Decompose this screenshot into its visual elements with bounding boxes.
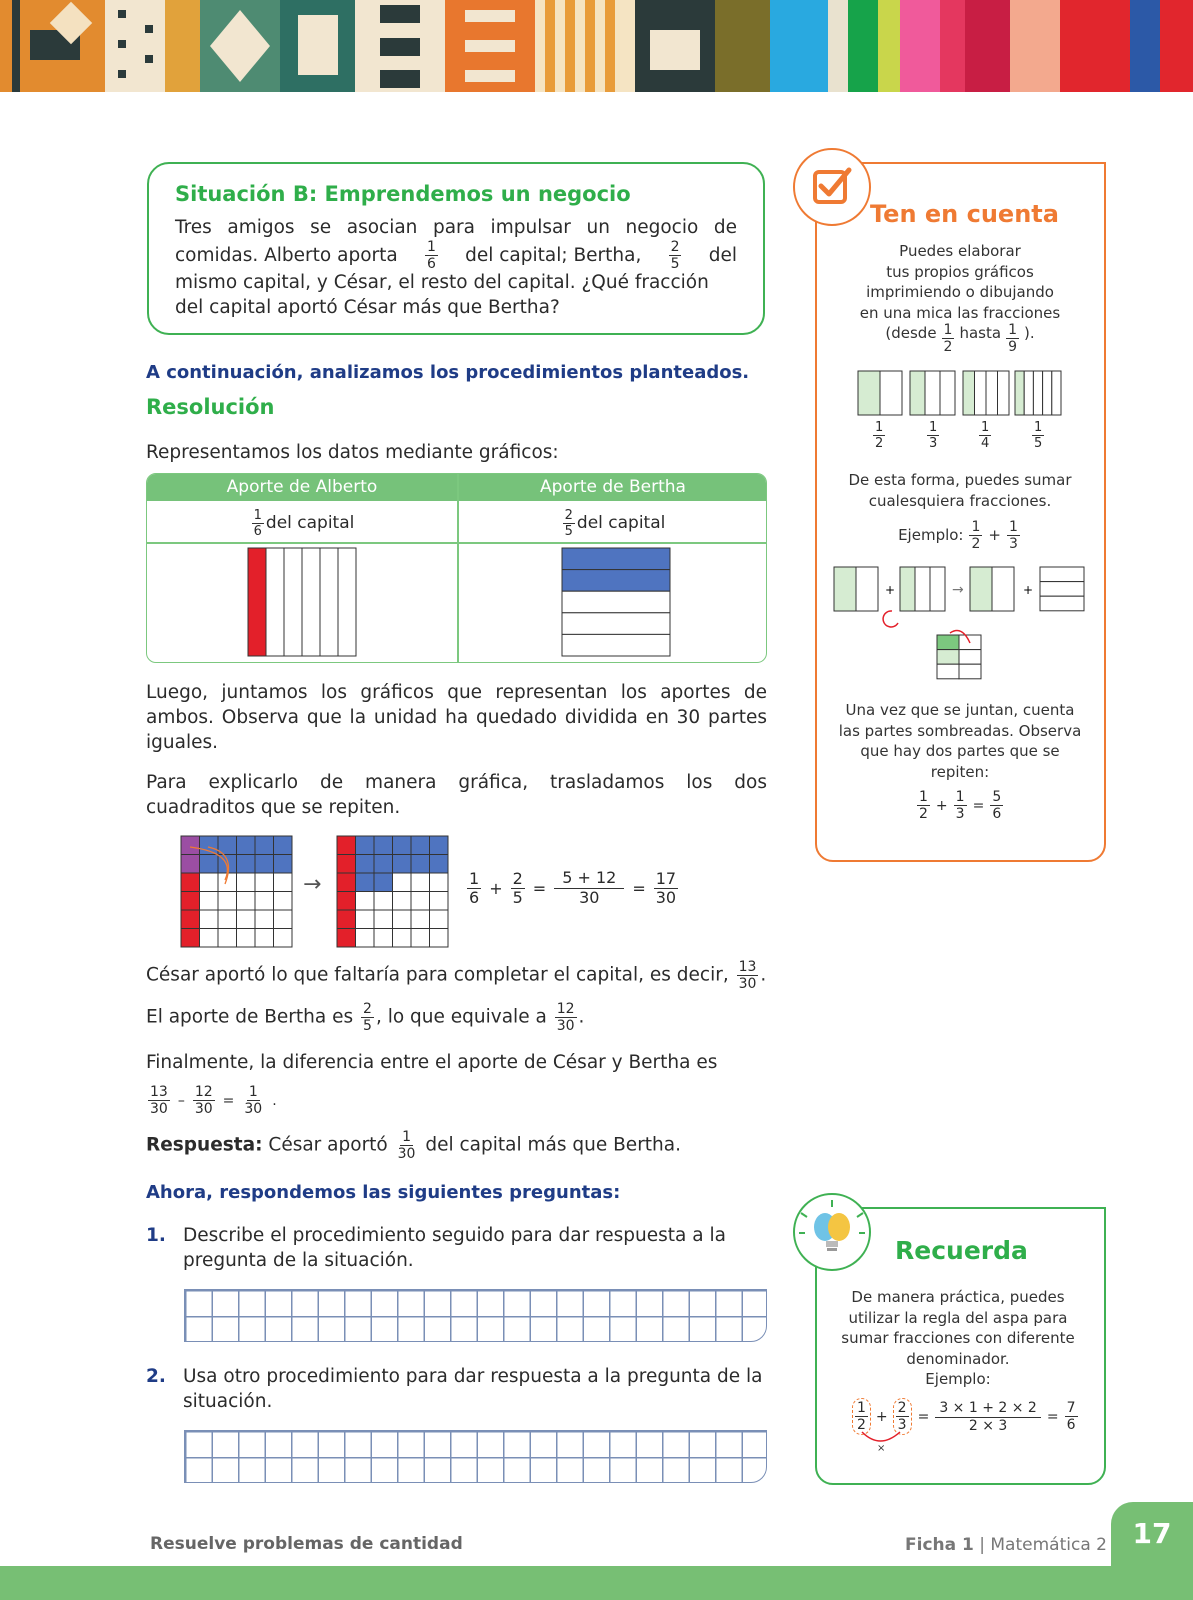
grid-cell xyxy=(255,910,274,929)
bertha-fraction-cell xyxy=(458,504,767,542)
fraction-2-5: $\frac{2}{5}$ xyxy=(670,238,680,272)
fraction-sum: $\frac{5 + 12}{30}$ xyxy=(554,870,624,906)
fraction-1-2: $\frac{1}{2}$ xyxy=(943,322,953,355)
grid-cell xyxy=(237,892,256,911)
grid-cell xyxy=(274,892,293,911)
example-label: Ejemplo: xyxy=(898,526,964,545)
sum-text: De esta forma, puedes sumar cualesquiera fracciones. xyxy=(848,471,1072,510)
grid-cell xyxy=(411,836,430,855)
bertha-line: El aporte de Bertha es $\frac{2}{5}$ , lo que equivale a $\frac{12}{30}$ . xyxy=(146,1001,585,1034)
bertha-text-b: , lo que equivale a xyxy=(375,1006,547,1028)
fraction-1-2: $\frac{1}{2}$ xyxy=(919,789,928,822)
fraction-2-5: $\frac{2}{5}$ xyxy=(512,868,523,907)
question-number: 1. xyxy=(146,1225,166,1246)
grid-cell xyxy=(337,892,356,911)
ten-text xyxy=(840,241,1080,354)
situation-line-2a: comidas. Alberto aporta xyxy=(175,244,398,266)
grid-cell xyxy=(337,873,356,892)
represent-text: Representamos los datos mediante gráficos: xyxy=(146,442,559,463)
grid-cell xyxy=(181,929,200,948)
fraction-1-4: $\frac{1}{4}$ xyxy=(981,420,990,451)
question-text: Usa otro procedimiento para dar respuesta a la pregunta de la situación. xyxy=(183,1366,763,1412)
arrow-icon: → xyxy=(303,872,322,897)
grid-cell xyxy=(200,855,219,874)
grid-cell xyxy=(274,873,293,892)
grid-cell xyxy=(337,836,356,855)
ten-line-2: tus propios gráficos xyxy=(886,262,1034,281)
recuerda-example-label: Ejemplo: xyxy=(925,1370,991,1388)
grid-cell xyxy=(393,836,412,855)
answer-label: Respuesta: xyxy=(146,1134,263,1156)
svg-text:+: + xyxy=(1023,583,1034,597)
ten-line-3: imprimiendo o dibujando xyxy=(866,283,1054,301)
grid-cell xyxy=(237,910,256,929)
grid-cell xyxy=(274,929,293,948)
situation-line-4: del capital aportó César más que Bertha? xyxy=(175,297,560,318)
grid-cell xyxy=(274,855,293,874)
answer-grid-1[interactable] xyxy=(184,1289,767,1342)
grid-cell xyxy=(255,892,274,911)
fraction-13-30: $\frac{13}{30}$ xyxy=(150,1084,168,1117)
fraction-1-5: $\frac{1}{5}$ xyxy=(1034,420,1043,451)
footer-right xyxy=(905,1535,1107,1555)
footer-ficha: Ficha 1 xyxy=(905,1535,974,1555)
recuerda-title: Recuerda xyxy=(895,1236,1028,1265)
grid-cell xyxy=(374,910,393,929)
grid-cell xyxy=(255,873,274,892)
question-text: Describe el procedimiento seguido para dar respuesta a la pregunta de la situación. xyxy=(183,1225,726,1271)
fraction-1-2: $\frac{1}{2}$ xyxy=(852,1398,871,1435)
grid-cell xyxy=(237,855,256,874)
header-bertha: Aporte de Bertha xyxy=(458,474,767,501)
textile-pattern-illustration xyxy=(0,0,1193,92)
situation-line-2c: del xyxy=(708,244,737,266)
grid-cell xyxy=(374,892,393,911)
fraction-cross-formula: $\frac{3 \times 1 + 2 \times 2}{2 \times 3}$ xyxy=(935,1401,1041,1433)
grid-cell xyxy=(255,929,274,948)
question-2 xyxy=(146,1364,767,1414)
grid-cell xyxy=(255,855,274,874)
join-text: Una vez que se juntan, cuenta las partes sombreadas. Observa que hay dos partes que se repiten: xyxy=(838,701,1082,781)
alberto-suffix: del capital xyxy=(265,513,355,533)
grid-cell xyxy=(181,892,200,911)
page-number: 17 xyxy=(1111,1502,1193,1566)
question-1 xyxy=(146,1223,767,1273)
strip-thirds xyxy=(910,371,955,415)
fraction-2-5: $\frac{2}{5}$ xyxy=(564,507,573,539)
footer-subject: Matemática 2 xyxy=(990,1535,1107,1555)
grid-cell xyxy=(411,873,430,892)
grid-cell xyxy=(200,873,219,892)
footer-bar xyxy=(0,1566,1193,1600)
ten-line-5: (desde $\frac{1}{2}$ hasta $\frac{1}{9}$ ). xyxy=(885,322,1035,355)
fraction-1-2: $\frac{1}{2}$ xyxy=(971,519,981,552)
footer-separator: | xyxy=(979,1535,985,1555)
cesar-text: César aportó lo que faltaría para completar el capital, es decir, xyxy=(146,964,729,986)
grid-cell xyxy=(237,929,256,948)
grid-cell xyxy=(374,929,393,948)
grid-cell xyxy=(337,929,356,948)
fraction-2-5: $\frac{2}{5}$ xyxy=(363,1001,372,1034)
fraction-1-3: $\frac{1}{3}$ xyxy=(955,789,965,822)
fraction-13-30: $\frac{13}{30}$ xyxy=(738,959,757,992)
bertha-suffix: del capital xyxy=(576,513,666,533)
fraction-1-30: $\frac{1}{30}$ xyxy=(244,1084,263,1117)
grid-cell xyxy=(237,836,256,855)
fraction-1-2: $\frac{1}{2}$ xyxy=(875,420,884,451)
grid-cell xyxy=(181,873,200,892)
grid-cell xyxy=(356,855,375,874)
fraction-17-30: $\frac{17}{30}$ xyxy=(655,868,677,907)
grid-cell xyxy=(200,892,219,911)
grid-cell xyxy=(430,836,449,855)
answer-grid-2[interactable] xyxy=(184,1430,767,1483)
strip-fourths xyxy=(963,371,1009,415)
ten-en-cuenta-title: Ten en cuenta xyxy=(870,200,1059,228)
situation-line-3: mismo capital, y César, el resto del capital. ¿Qué fracción xyxy=(175,272,709,293)
ten-line-4: en una mica las fracciones xyxy=(859,303,1061,322)
grid-cell xyxy=(411,892,430,911)
example-diagram xyxy=(830,563,1090,683)
brain-lightbulb-icon xyxy=(793,1193,871,1271)
table-divider xyxy=(457,474,459,663)
situation-line-2b: del capital; Bertha, xyxy=(465,244,642,266)
grid-cell xyxy=(181,910,200,929)
grid-cell xyxy=(411,910,430,929)
grid-cell xyxy=(393,892,412,911)
grid-cell xyxy=(393,855,412,874)
combined-grid-after xyxy=(336,835,456,950)
times-sign: × xyxy=(877,1443,886,1454)
recuerda-text: De manera práctica, puedes utilizar la regla del aspa para sumar fracciones con diferente denominador. xyxy=(841,1288,1075,1368)
combined-grid-before xyxy=(180,835,300,950)
strip-labels xyxy=(855,421,1065,457)
grid-cell xyxy=(337,910,356,929)
situation-line-1: Tres amigos se asocian para impulsar un negocio de xyxy=(175,217,737,238)
grid-cell xyxy=(356,892,375,911)
bertha-fifths-diagram xyxy=(561,547,673,659)
plus-sign: + xyxy=(489,878,503,898)
grid-cell xyxy=(274,836,293,855)
grid-cell xyxy=(393,873,412,892)
explain-paragraph: Para explicarlo de manera gráfica, trasladamos los dos cuadraditos que se repiten. xyxy=(146,772,767,818)
grid-cell xyxy=(393,929,412,948)
fraction-7-6: $\frac{7}{6}$ xyxy=(1066,1400,1076,1433)
alberto-sixths-diagram xyxy=(247,547,357,659)
fraction-1-6: $\frac{1}{6}$ xyxy=(253,507,262,539)
fraction-1-6: $\frac{1}{6}$ xyxy=(426,238,436,272)
fraction-12-30: $\frac{12}{30}$ xyxy=(194,1084,213,1117)
fraction-1-30: $\frac{1}{30}$ xyxy=(397,1129,416,1162)
bertha-text-a: El aporte de Bertha es xyxy=(146,1006,354,1028)
grid-cell xyxy=(181,836,200,855)
strip-halves xyxy=(858,371,902,415)
grid-cell xyxy=(430,855,449,874)
answer-text-b: del capital más que Bertha. xyxy=(425,1134,681,1156)
grid-cell xyxy=(430,910,449,929)
join-paragraph: Luego, juntamos los gráficos que representan los aportes de ambos. Observa que la unidad ha quedado dividida en 30 partes iguales. xyxy=(146,682,767,753)
result-equation: $\frac{1}{2}$ + $\frac{1}{3}$ = $\frac{5}{6}$ xyxy=(919,789,1002,822)
grid-cell xyxy=(237,873,256,892)
grid-cell xyxy=(430,892,449,911)
fraction-2-3: $\frac{2}{3}$ xyxy=(893,1398,912,1435)
grid-cell xyxy=(430,873,449,892)
fraction-1-6: $\frac{1}{6}$ xyxy=(469,868,480,907)
grid-cell xyxy=(374,873,393,892)
fraction-12-30: $\frac{12}{30}$ xyxy=(556,1001,575,1034)
grid-cell xyxy=(200,910,219,929)
svg-text:+: + xyxy=(885,583,896,597)
decorative-textile-band xyxy=(0,0,1193,92)
grid-cell xyxy=(337,855,356,874)
grid-cell xyxy=(374,855,393,874)
cross-rule-equation: $\frac{1}{2}$ + $\frac{2}{3}$ = $\frac{3 \times 1 + 2 \times 2}{2 \times 3}$ = $\frac{7}{6}$ xyxy=(850,1398,1080,1435)
grid-cell xyxy=(356,929,375,948)
fraction-1-9: $\frac{1}{9}$ xyxy=(1008,322,1017,355)
grid-cell xyxy=(356,910,375,929)
example-line: Ejemplo: $\frac{1}{2}$ + $\frac{1}{3}$ xyxy=(898,519,1018,552)
grid-cell xyxy=(218,892,237,911)
contributions-table xyxy=(146,473,767,663)
grid-cell xyxy=(218,910,237,929)
grid-cell xyxy=(411,929,430,948)
checkbox-icon xyxy=(793,148,871,226)
fraction-1-3: $\frac{1}{3}$ xyxy=(1008,519,1018,552)
equals-sign: = xyxy=(532,878,547,898)
strip-fifths xyxy=(1015,371,1061,415)
answer-text-a: César aportó xyxy=(268,1134,388,1156)
grid-cell xyxy=(393,910,412,929)
situation-line-2 xyxy=(175,240,737,270)
grid-cell xyxy=(274,910,293,929)
sum-equation xyxy=(465,870,680,906)
intro-heading: A continuación, analizamos los procedimientos planteados. xyxy=(146,362,750,383)
questions-title: Ahora, respondemos las siguientes preguntas: xyxy=(146,1182,621,1203)
grid-cell xyxy=(181,855,200,874)
cross-fractions: $\frac{1}{2}$ + $\frac{2}{3}$ xyxy=(850,1398,914,1435)
cesar-line: César aportó lo que faltaría para completar el capital, es decir, $\frac{13}{30}$ . xyxy=(146,959,767,992)
grid-cell xyxy=(430,929,449,948)
equals-sign: = xyxy=(632,878,646,898)
grid-cell xyxy=(200,929,219,948)
grid-cell xyxy=(200,836,219,855)
ten-line-1: Puedes elaborar xyxy=(899,242,1021,260)
grid-cell xyxy=(356,873,375,892)
grid-cell xyxy=(218,929,237,948)
grid-cell xyxy=(255,836,274,855)
grid-cell xyxy=(356,836,375,855)
situation-text xyxy=(175,215,737,320)
grid-cell xyxy=(374,836,393,855)
alberto-fraction-cell xyxy=(147,504,457,542)
footer-left: Resuelve problemas de cantidad xyxy=(150,1534,463,1554)
header-alberto: Aporte de Alberto xyxy=(147,474,457,501)
situation-title: Situación B: Emprendemos un negocio xyxy=(175,182,631,206)
final-line: Finalmente, la diferencia entre el aporte de César y Bertha es xyxy=(146,1052,718,1073)
answer-line xyxy=(146,1130,681,1161)
fraction-5-6: $\frac{5}{6}$ xyxy=(992,789,1002,822)
difference-equation: $\frac{13}{30}$ – $\frac{12}{30}$ = $\frac{1}{30}$ . xyxy=(150,1084,277,1117)
question-number: 2. xyxy=(146,1366,166,1387)
svg-text:→: → xyxy=(952,582,964,598)
grid-cell xyxy=(411,855,430,874)
resolution-title: Resolución xyxy=(146,395,275,419)
fraction-1-3: $\frac{1}{3}$ xyxy=(929,420,938,451)
table-row-divider xyxy=(147,542,767,544)
